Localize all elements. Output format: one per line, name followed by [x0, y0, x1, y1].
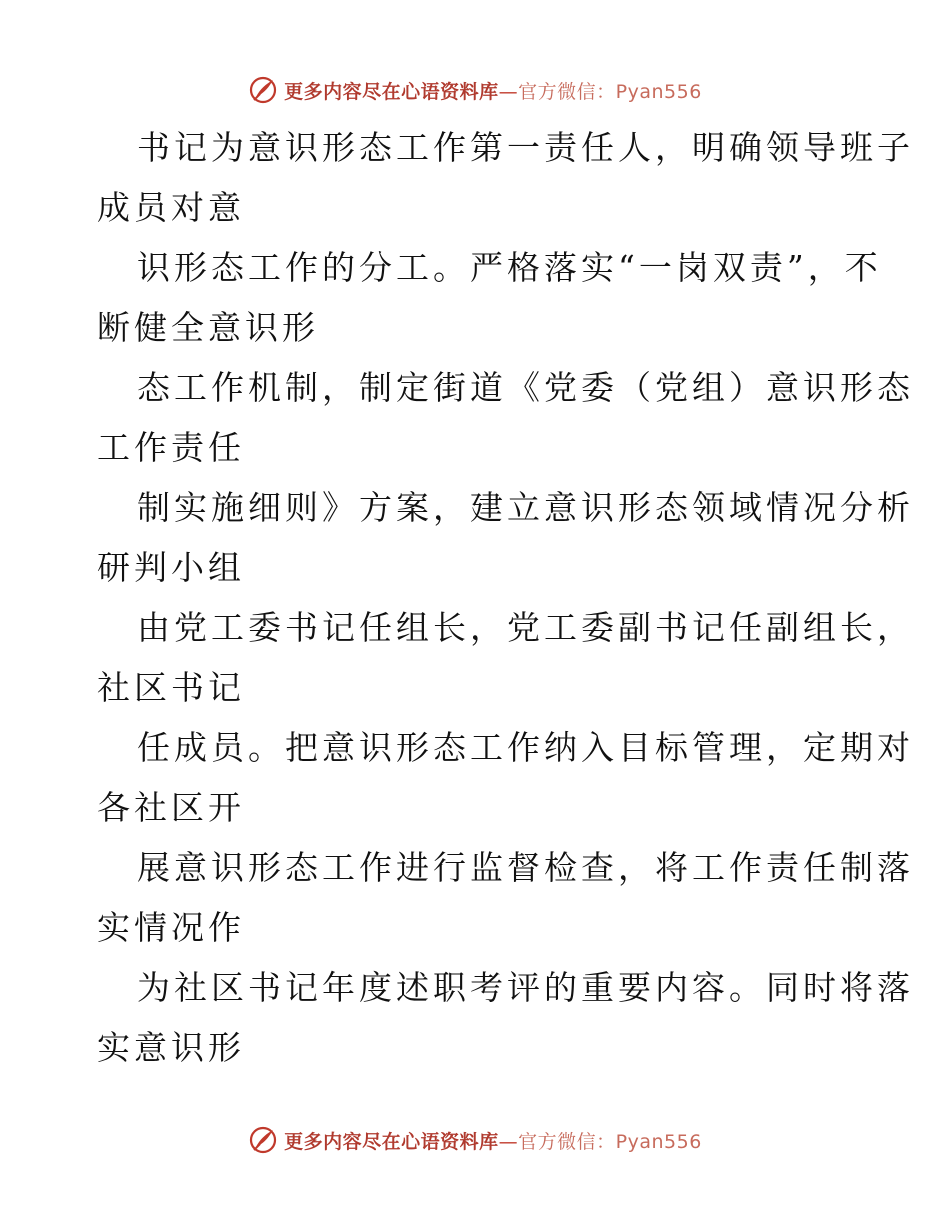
text-line: 制实施细则》方案，建立意识形态领域情况分析	[137, 488, 914, 527]
text-line: 各社区开	[97, 788, 245, 827]
document-body	[97, 118, 914, 1078]
text-line: 识形态工作的分工。严格落实“一岗双责”，不	[137, 248, 882, 287]
text-line: 社区书记	[97, 668, 245, 707]
text-line: 由党工委书记任组长，党工委副书记任副组长，	[137, 608, 914, 647]
text-line: 研判小组	[97, 548, 245, 587]
text-line: 实情况作	[97, 908, 245, 947]
footer-wechat-text: 官方微信：Pyan556	[518, 1130, 702, 1153]
feather-pen-icon	[248, 75, 278, 105]
header-banner	[0, 70, 950, 110]
text-line: 书记为意识形态工作第一责任人，明确领导班子	[137, 128, 914, 167]
header-text	[284, 77, 702, 104]
text-line: 展意识形态工作进行监督检查，将工作责任制落	[137, 848, 914, 887]
footer-banner	[0, 1120, 950, 1160]
text-line: 为社区书记年度述职考评的重要内容。同时将落	[137, 968, 914, 1007]
text-line: 成员对意	[97, 188, 245, 227]
text-line: 实意识形	[97, 1028, 245, 1067]
footer-dash: —	[498, 1130, 519, 1153]
footer-text	[284, 1127, 702, 1154]
text-line: 任成员。把意识形态工作纳入目标管理，定期对	[137, 728, 914, 767]
feather-pen-icon	[248, 1125, 278, 1155]
header-wechat-text: 官方微信：Pyan556	[518, 80, 702, 103]
header-dash: —	[498, 80, 519, 103]
header-library-text: 更多内容尽在心语资料库	[284, 80, 499, 103]
text-line: 工作责任	[97, 428, 245, 467]
text-line: 断健全意识形	[97, 308, 319, 347]
footer-library-text: 更多内容尽在心语资料库	[284, 1130, 499, 1153]
text-line: 态工作机制，制定街道《党委（党组）意识形态	[137, 368, 914, 407]
